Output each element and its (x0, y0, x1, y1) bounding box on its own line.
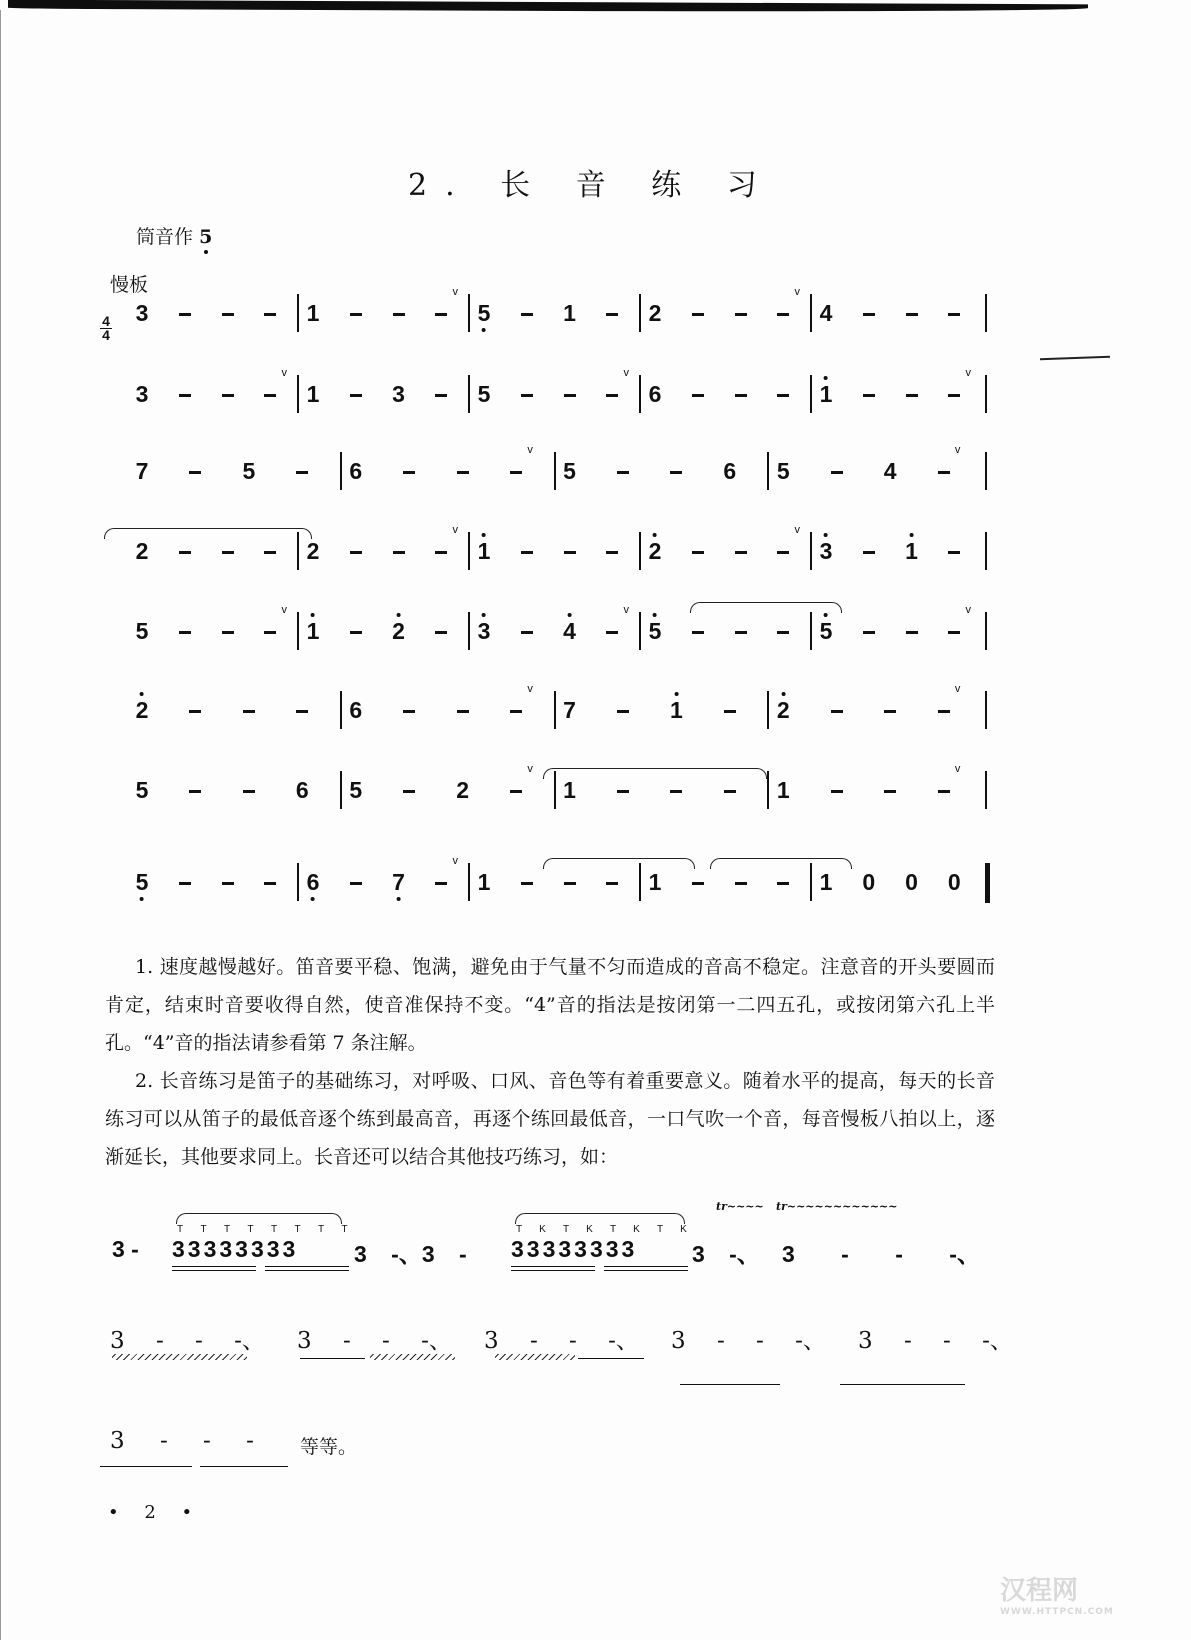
watermark: 汉程网 WWW.HTTPCN.COM (1000, 1576, 1114, 1617)
underline (172, 1266, 256, 1267)
note: 7 (563, 697, 576, 723)
note-1-paragraph: 1. 速度越慢越好。笛音要平稳、饱满，避免由于气量不匀而造成的音高不稳定。注意音的开头要圆而肯定，结束时音要收得自然，使音准保持不变。“4”音的指法是按闭第一二四五孔，或按闭第六孔上半孔。“4̇”音的指法请参看第 7 条注解。 (105, 956, 995, 1054)
dash-extension (521, 313, 533, 316)
etc-text: 等等。 (300, 1436, 358, 1458)
note: 5 (776, 458, 790, 484)
dash-extension (510, 790, 522, 793)
tie (543, 768, 767, 779)
note: 2 (135, 538, 149, 564)
underline (172, 1270, 256, 1271)
barline (297, 612, 299, 650)
note: 1 (648, 869, 662, 895)
dash-extension (735, 631, 747, 634)
example-phrase: 3 - - -、 (297, 1328, 452, 1354)
note: 4 (819, 300, 833, 326)
barline (639, 532, 641, 570)
breath-mark: v (452, 524, 458, 536)
note: 5 (349, 777, 363, 803)
dash-extension (179, 551, 191, 554)
breath-mark: v (794, 286, 800, 298)
note: 4 (883, 458, 897, 484)
note: 7 (135, 458, 149, 484)
tonguing-syllable: T (562, 1224, 570, 1235)
dash-extension (564, 394, 576, 397)
dash-extension (724, 790, 736, 793)
dash-extension (948, 394, 960, 397)
dash-extension (606, 394, 618, 397)
note: 1 (306, 300, 320, 326)
dash-extension (777, 551, 789, 554)
breath-mark: v (954, 444, 961, 456)
dash-extension (350, 313, 362, 316)
dash-extension (510, 471, 522, 474)
dash-extension (606, 551, 618, 554)
note: 2 (648, 300, 662, 326)
dash-extension (296, 471, 308, 474)
breath-mark: v (452, 855, 458, 867)
dash-extension (435, 394, 447, 397)
note: 5 (820, 618, 833, 644)
tie (104, 528, 312, 539)
barline (985, 532, 987, 570)
page-left-edge (0, 10, 1, 1640)
dash-extension (692, 551, 704, 554)
dash-extension (884, 790, 896, 793)
breath-mark: v (527, 444, 533, 456)
score-row (0, 367, 1191, 421)
score-row (0, 855, 1191, 909)
dash-extension (403, 790, 415, 793)
dash-extension (457, 710, 469, 713)
dash-extension (222, 551, 234, 554)
dash-extension (906, 394, 918, 397)
note: 2 (777, 697, 790, 723)
dash-extension (692, 394, 704, 397)
score-row (0, 524, 1191, 578)
note: 5 (477, 381, 491, 407)
underline (604, 1266, 688, 1267)
note: 3 (135, 381, 149, 407)
note: 2 (649, 538, 662, 564)
dash-extension (863, 394, 875, 397)
barline (810, 294, 812, 332)
tonguing-syllable: K (586, 1224, 593, 1235)
tie (690, 602, 842, 613)
breath-mark: v (281, 604, 287, 616)
barline (985, 691, 987, 729)
dash-extension (179, 313, 191, 316)
dash-extension (264, 551, 276, 554)
note: 7 (392, 869, 405, 895)
note: 2 (306, 538, 320, 564)
example-line-3-notes: 3 - - - (110, 1428, 254, 1454)
note: 4 (563, 618, 576, 644)
dash-extension (350, 551, 362, 554)
note: 0 (862, 869, 876, 895)
dash-extension (617, 710, 629, 713)
barline (985, 612, 987, 650)
dash-extension (403, 710, 415, 713)
dash-extension (296, 710, 308, 713)
tonguing-syllable: T (200, 1224, 207, 1235)
dash-extension (264, 394, 276, 397)
dash-extension (948, 631, 960, 634)
dash-extension (606, 882, 618, 885)
note: 6 (723, 458, 737, 484)
dash-extension (906, 313, 918, 316)
dash-extension (350, 394, 362, 397)
dash-extension (938, 710, 950, 713)
dash-extension (777, 313, 789, 316)
note: 1 (477, 869, 491, 895)
note: 0 (905, 869, 918, 895)
note: 1 (819, 869, 833, 895)
dash-extension (735, 313, 747, 316)
dash-extension (692, 631, 704, 634)
example-phrase: 3 - - -、 (671, 1328, 826, 1354)
barline (639, 612, 641, 650)
note: 3 (820, 538, 833, 564)
dash-extension (521, 394, 533, 397)
note: 1 (563, 300, 576, 326)
barline (767, 691, 769, 729)
dash-extension (222, 631, 234, 634)
note: 3 (135, 300, 149, 326)
example-start: 3 - (112, 1236, 139, 1262)
tonguing-syllable: K (539, 1224, 546, 1235)
dash-extension (692, 313, 704, 316)
breath-mark: v (623, 604, 629, 616)
dash-extension (906, 631, 918, 634)
dash-extension (435, 313, 447, 316)
dash-extension (831, 471, 843, 474)
dash-extension (435, 882, 447, 885)
barline (468, 612, 470, 650)
dash-extension (606, 313, 618, 316)
breath-mark: v (527, 683, 533, 695)
dash-extension (617, 471, 629, 474)
dash-extension (724, 710, 736, 713)
score-row (0, 683, 1191, 737)
dash-extension (735, 551, 747, 554)
barline (810, 532, 812, 570)
barline (639, 294, 641, 332)
dash-extension (564, 551, 576, 554)
barline (340, 452, 342, 490)
breath-mark: v (794, 524, 800, 536)
sustain-line (578, 1358, 644, 1359)
dash-extension (863, 631, 875, 634)
note: 6 (648, 381, 662, 407)
tonguing-syllable: T (223, 1224, 231, 1235)
note: 6 (349, 458, 363, 484)
dash-extension (435, 551, 447, 554)
tonguing-syllable: T (656, 1224, 664, 1235)
key-note: 5 (199, 226, 212, 248)
dash-extension (521, 882, 533, 885)
trill-mark-1: tr~~~~ (716, 1200, 764, 1213)
dash-extension (564, 882, 576, 885)
breath-mark: v (623, 367, 629, 379)
note: 5 (135, 777, 149, 803)
barline (340, 691, 342, 729)
final-barline (985, 863, 990, 903)
example-end-1: 3 -、 (692, 1241, 760, 1267)
slur (176, 1213, 342, 1224)
dash-extension (264, 313, 276, 316)
barline (297, 294, 299, 332)
note-2-paragraph: 2. 长音练习是笛子的基础练习，对呼吸、口风、音色等有着重要意义。随着水平的提高，每天的长音练习可以从笛子的最低音逐个练到最高音，再逐个练回最低音，一口气吹一个音，每音慢板八拍以上，逐渐延长，其他要求同上。长音还可以结合其他技巧练习，如： (105, 1070, 995, 1168)
dash-extension (831, 790, 843, 793)
dash-extension (189, 710, 201, 713)
dash-extension (179, 631, 191, 634)
note: 1 (563, 777, 576, 803)
barline (468, 294, 470, 332)
page-top-edge (8, 0, 1088, 13)
breath-mark: v (281, 367, 287, 379)
dash-extension (884, 710, 896, 713)
underline (100, 1466, 192, 1467)
tie (710, 858, 852, 869)
dash-extension (350, 631, 362, 634)
barline (767, 771, 769, 809)
tonguing-syllable: T (341, 1224, 348, 1235)
dash-extension (521, 631, 533, 634)
tonguing-syllable: T (176, 1224, 184, 1235)
tonguing-syllable: T (317, 1224, 325, 1235)
dash-extension (938, 471, 950, 474)
dash-extension (179, 394, 191, 397)
underline (604, 1270, 688, 1271)
note: 1 (306, 381, 320, 407)
note: 5 (136, 869, 149, 895)
underline (265, 1270, 349, 1271)
note: 6 (295, 777, 309, 803)
tie (543, 858, 695, 869)
dash-extension (510, 710, 522, 713)
dash-extension (189, 790, 201, 793)
barline (554, 452, 556, 490)
dash-extension (222, 394, 234, 397)
note: 5 (135, 618, 149, 644)
dash-extension (222, 313, 234, 316)
tonguing-syllable: T (247, 1224, 254, 1235)
barline (767, 452, 769, 490)
time-signature: 4 4 (100, 315, 112, 342)
tonguing-syllable: T (294, 1224, 301, 1235)
dash-extension (189, 471, 201, 474)
example-group-1: 33333333 (172, 1236, 299, 1262)
breath-mark: v (954, 683, 961, 695)
dash-extension (777, 882, 789, 885)
dash-extension (222, 882, 234, 885)
dash-extension (735, 882, 747, 885)
dash-extension (393, 313, 405, 316)
example-phrase: 3 - - -、 (110, 1328, 265, 1354)
score-row (0, 444, 1191, 498)
dash-extension (670, 790, 682, 793)
key-signature (136, 222, 212, 249)
tempo-marking: 慢板 (110, 274, 149, 296)
note: 2 (456, 777, 470, 803)
underline (511, 1270, 595, 1271)
note: 2 (136, 697, 149, 723)
tonguing-syllable: K (633, 1224, 640, 1235)
dash-extension (777, 394, 789, 397)
section-title: 2. 长 音 练 习 (408, 168, 775, 203)
underline (265, 1266, 349, 1267)
dash-extension (777, 631, 789, 634)
dash-extension (735, 394, 747, 397)
barline (985, 294, 987, 332)
note: 1 (670, 697, 683, 723)
note: 3 (392, 381, 405, 407)
barline (639, 375, 641, 413)
slur (515, 1213, 685, 1224)
example-group-2: 33333333 (511, 1236, 638, 1262)
dash-extension (948, 313, 960, 316)
barline (810, 375, 812, 413)
dash-extension (863, 313, 875, 316)
underline (680, 1384, 780, 1385)
key-label: 筒音作 (136, 226, 194, 248)
dash-extension (243, 710, 255, 713)
note: 2 (392, 618, 405, 644)
barline (468, 532, 470, 570)
barline (468, 863, 470, 901)
dash-extension (264, 631, 276, 634)
dash-extension (393, 551, 405, 554)
note: 5 (649, 618, 662, 644)
example-mid: 3 -、3 - (354, 1241, 467, 1267)
note: 6 (349, 697, 363, 723)
breath-mark: v (965, 604, 971, 616)
trill-mark-2: tr~~~~~~~~~~~~ (776, 1200, 898, 1213)
sustain-line (300, 1358, 365, 1359)
dash-extension (264, 882, 276, 885)
dash-extension (831, 710, 843, 713)
dash-extension (617, 790, 629, 793)
breath-mark: v (965, 367, 971, 379)
dash-extension (938, 790, 950, 793)
dash-extension (670, 471, 682, 474)
tonguing-syllable: T (270, 1224, 278, 1235)
dash-extension (948, 551, 960, 554)
note: 3 (478, 618, 491, 644)
barline (468, 375, 470, 413)
tonguing-syllable: T (609, 1224, 617, 1235)
dash-extension (863, 551, 875, 554)
dash-extension (403, 471, 415, 474)
note: 1 (307, 618, 320, 644)
breath-mark: v (954, 763, 961, 775)
score-row (0, 604, 1191, 658)
note: 5 (478, 300, 491, 326)
dash-extension (179, 882, 191, 885)
example-phrase: 3 - - -、 (858, 1328, 1013, 1354)
dash-extension (350, 882, 362, 885)
barline (985, 771, 987, 809)
note: 1 (820, 381, 833, 407)
example-end-2: 3 - - -、 (782, 1241, 980, 1267)
dash-extension (521, 551, 533, 554)
dash-extension (243, 790, 255, 793)
tonguing-syllable: K (680, 1224, 687, 1235)
tonguing-syllable: T (515, 1224, 523, 1235)
underline (200, 1466, 288, 1467)
barline (297, 863, 299, 901)
underline (511, 1266, 595, 1267)
breath-mark: v (452, 286, 458, 298)
page-number: • 2 • (108, 1502, 203, 1523)
example-phrase: 3 - - -、 (484, 1328, 639, 1354)
note: 1 (905, 538, 918, 564)
dash-extension (692, 882, 704, 885)
note: 5 (242, 458, 256, 484)
underline (840, 1384, 965, 1385)
barline (340, 771, 342, 809)
note: 6 (307, 869, 320, 895)
barline (297, 375, 299, 413)
breath-mark: v (527, 763, 533, 775)
barline (554, 691, 556, 729)
note: 1 (478, 538, 491, 564)
note: 5 (563, 458, 576, 484)
score-row (0, 286, 1191, 340)
barline (985, 452, 987, 490)
note: 1 (776, 777, 790, 803)
margin-mark (1040, 356, 1110, 360)
score-row (0, 763, 1191, 817)
dash-extension (457, 471, 469, 474)
dash-extension (435, 631, 447, 634)
note: 0 (947, 869, 961, 895)
barline (810, 612, 812, 650)
dash-extension (606, 631, 618, 634)
barline (985, 375, 987, 413)
